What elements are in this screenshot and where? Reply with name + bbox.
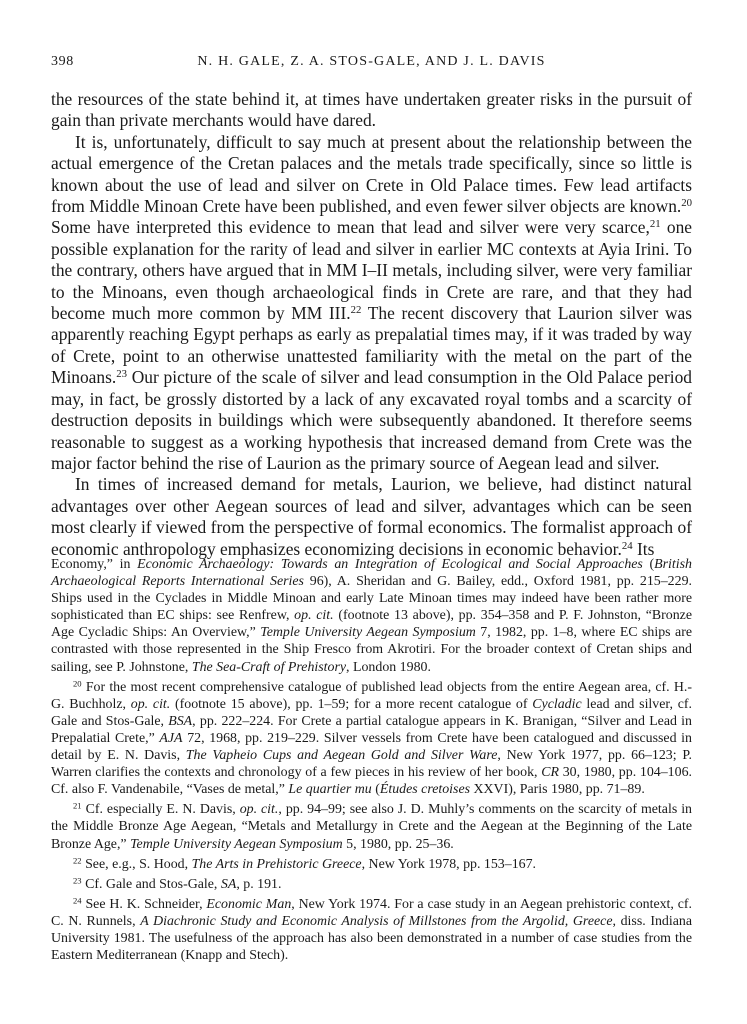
footnote-22: $^{22}$ See, e.g., S. Hood, The Arts in Prehistoric Greece, New York 1978, pp. 153–167. <box>73 854 537 872</box>
running-head: N. H. GALE, Z. A. STOS-GALE, AND J. L. DAVIS <box>197 54 546 69</box>
footnote-number: 24 <box>73 895 82 906</box>
footnote-number: 23 <box>73 874 82 885</box>
footnote-23: $^{23}$ Cf. Gale and Stos-Gale, SA, p. 191. <box>73 874 282 892</box>
paragraph: It is, unfortunately, difficult to say much at present about the relationship between the actual emergence of the Cretan palaces and the metals trade specifically, since so little is known about the use of lead and silver on Crete in Old Palace times. Few lead artifacts from Middle Minoan Crete have been published, and even fewer silver objects are known.$^{20}$ Some have interpreted this evidence to mean that lead and silver were very scarce,$^{21}$ one possible explanation for the rarity of lead and silver in earlier MC contexts at Ayia Irini. To the contrary, others have argued that in MM I–II metals, including silver, were very familiar to the Minoans, even though archaeological finds in Crete are rare, and that they had become much more common by MM III.$^{22}$ The recent discovery that Laurion silver was apparently reaching Egypt perhaps as early as prepalatial times may, if it was traded by way of Crete, point to an otherwise unattested familiarity with the metal on the part of the Minoans.$^{23}$ Our picture of the scale of silver and lead consumption in the Old Palace period may, in fact, be grossly distorted by a lack of any excavated royal tombs and a scarcity of destruction deposits in buildings which were subsequently abandoned. It therefore seems reasonable to suggest as a working hypothesis that increased demand from Crete was the major factor behind the rise of Laurion as the primary source of Aegean lead and silver. <box>51 131 692 473</box>
footnote-number: 20 <box>73 677 82 688</box>
footnote-number: 22 <box>73 854 82 865</box>
body-text <box>51 89 692 560</box>
footnotes <box>51 556 692 964</box>
footnote-number: 21 <box>73 800 82 811</box>
footnote-ref[interactable]: 22 <box>350 304 362 317</box>
footnote-21: $^{21}$ Cf. especially E. N. Davis, op. cit., pp. 94–99; see also J. D. Muhly’s comments on the scarcity of metals in the Middle Bronze Age Aegean, “Metals and Metallurgy in Crete and the Aegean at the Beginning of the Late Bronze Age,” Temple University Aegean Symposium 5, 1980, pp. 25–36. <box>51 800 692 852</box>
page-number: 398 <box>51 54 74 69</box>
paragraph: the resources of the state behind it, at times have undertaken greater risks in the pursuit of gain than private merchants would have dared. <box>51 89 692 131</box>
footnote-ref[interactable]: 23 <box>116 368 127 381</box>
footnote-20: $^{20}$ For the most recent comprehensive catalogue of published lead objects from the entire Aegean area, cf. H.-G. Buchholz, op. cit. (footnote 15 above), pp. 1–59; for a more recent catalogue of Cycladic lead and silver, cf. Gale and Stos-Gale, BSA, pp. 222–224. For Crete a partial catalogue appears in K. Branigan, “Silver and Lead in Prepalatial Crete,” AJA 72, 1968, pp. 219–229. Silver vessels from Crete have been catalogued and discussed in detail by E. N. Davis, The Vapheio Cups and Aegean Gold and Silver Ware, New York 1977, pp. 66–123; P. Warren clarifies the contexts and chronology of a few pieces in his review of her book, CR 30, 1980, pp. 104–106. Cf. also F. Vandenabile, “Vases de metal,” Le quartier mu (Études cretoises XXVI), Paris 1980, pp. 71–89. <box>51 677 693 798</box>
footnote-24: $^{24}$ See H. K. Schneider, Economic Man, New York 1974. For a case study in an Aegean prehistoric context, cf. C. N. Runnels, A Diachronic Study and Economic Analysis of Millstones from the Argolid, Greece, diss. Indiana University 1981. The usefulness of the approach has also been demonstrated in a number of case studies from the Eastern Mediterranean (Knapp and Stech). <box>51 895 692 964</box>
footnote-ref[interactable]: 20 <box>681 197 692 210</box>
footnote-ref[interactable]: 21 <box>649 218 661 231</box>
footnote-continued: Economy,” in Economic Archaeology: Towards an Integration of Ecological and Social Approaches (British Archaeological Reports International Series 96), A. Sheridan and G. Bailey, edd., Oxford 1981, pp. 215–229. Ships used in the Cyclades in Middle Minoan and early Late Minoan times may indeed have been rather more sophisticated than EC ships: see Renfrew, op. cit. (footnote 13 above), pp. 354–358 and P. F. Johnston, “Bronze Age Cycladic Ships: An Overview,” Temple University Aegean Symposium 7, 1982, pp. 1–8, where EC ships are contrasted with those represented in the Ship Fresco from Akrotiri. For the broader context of Cretan ships and sailing, see P. Johnstone, The Sea-Craft of Prehistory, London 1980. <box>51 557 693 675</box>
paragraph: In times of increased demand for metals, Laurion, we believe, had distinct natural advantages over other Aegean sources of lead and silver, advantages which can be seen most clearly if viewed from the perspective of formal economics. The formalist approach of economic anthropology emphasizes economizing decisions in economic behavior.$^{24}$ Its <box>51 474 692 559</box>
page-header <box>51 54 692 78</box>
footnote-ref[interactable]: 24 <box>621 539 633 552</box>
